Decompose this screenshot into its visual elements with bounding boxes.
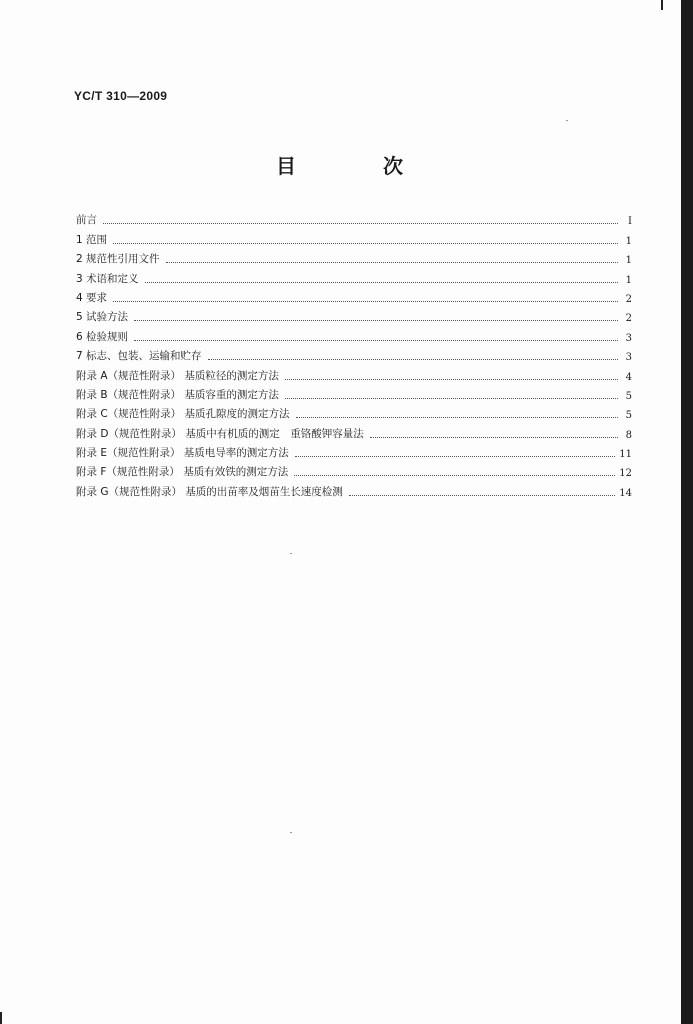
toc-entry-page: I — [628, 216, 632, 228]
toc-entry-page: 2 — [625, 293, 632, 305]
toc-leader-dots — [103, 222, 618, 224]
toc-entry-label: 2 规范性引用文件 — [76, 253, 160, 266]
toc-entry[interactable] — [76, 421, 632, 440]
scan-speck — [290, 832, 292, 833]
toc-entry-page: 2 — [625, 313, 632, 325]
toc-leader-dots — [145, 281, 618, 283]
toc-entry-page: 1 — [625, 235, 632, 247]
toc-entry-page: 5 — [625, 390, 632, 402]
toc-leader-dots — [166, 261, 618, 263]
toc-entry[interactable] — [76, 305, 632, 324]
toc-entry[interactable] — [76, 479, 632, 498]
table-of-contents — [76, 208, 632, 499]
toc-leader-dots — [113, 300, 618, 302]
toc-entry[interactable] — [76, 286, 632, 305]
toc-entry-page: 5 — [625, 410, 632, 422]
toc-entry-label: 附录 G（规范性附录） 基质的出苗率及烟苗生长速度检测 — [76, 485, 343, 498]
toc-entry-label: 附录 D（规范性附录） 基质中有机质的测定 重铬酸钾容量法 — [76, 427, 364, 440]
toc-entry-page: 1 — [625, 255, 632, 267]
toc-entry-page: 8 — [625, 429, 632, 441]
toc-leader-dots — [349, 494, 615, 496]
toc-entry-label: 附录 F（规范性附录） 基质有效铁的测定方法 — [76, 466, 289, 479]
document-code: YC/T 310—2009 — [74, 89, 168, 103]
toc-entry-label: 附录 E（规范性附录） 基质电导率的测定方法 — [76, 447, 289, 460]
toc-entry-label: 1 范围 — [76, 233, 108, 246]
toc-entry-label: 4 要求 — [76, 291, 108, 304]
toc-entry[interactable] — [76, 227, 632, 246]
scan-speck — [290, 553, 292, 554]
toc-entry-label: 前言 — [76, 214, 97, 227]
toc-entry-page: 3 — [625, 352, 632, 364]
toc-entry-page: 12 — [619, 468, 632, 480]
toc-entry-label: 附录 A（规范性附录） 基质粒径的测定方法 — [76, 369, 279, 382]
toc-entry[interactable] — [76, 441, 632, 460]
toc-entry[interactable] — [76, 363, 632, 382]
toc-entry-label: 附录 C（规范性附录） 基质孔隙度的测定方法 — [76, 408, 290, 421]
scan-mark-top — [661, 0, 663, 10]
toc-entry-page: 4 — [625, 371, 632, 383]
scan-mark-bottom — [0, 1012, 2, 1024]
toc-entry-label: 附录 B（规范性附录） 基质容重的测定方法 — [76, 388, 279, 401]
toc-leader-dots — [370, 436, 618, 438]
toc-entry[interactable] — [76, 266, 632, 285]
toc-entry-page: 14 — [619, 487, 632, 499]
toc-entry[interactable] — [76, 383, 632, 402]
toc-entry-label: 3 术语和定义 — [76, 272, 139, 285]
toc-entry-label: 5 试验方法 — [76, 311, 129, 324]
toc-leader-dots — [295, 455, 615, 457]
toc-entry-label: 6 检验规则 — [76, 330, 129, 343]
toc-leader-dots — [134, 319, 618, 321]
toc-entry[interactable] — [76, 402, 632, 421]
toc-leader-dots — [296, 416, 618, 418]
toc-leader-dots — [134, 339, 618, 341]
toc-entry-label: 7 标志、包装、运输和贮存 — [76, 350, 202, 363]
toc-leader-dots — [285, 378, 618, 380]
toc-leader-dots — [208, 358, 618, 360]
toc-entry-page: 1 — [625, 274, 632, 286]
scan-speck — [566, 120, 568, 121]
toc-leader-dots — [294, 474, 615, 476]
toc-entry[interactable] — [76, 208, 632, 227]
toc-entry[interactable] — [76, 460, 632, 479]
toc-entry-page: 11 — [619, 449, 632, 461]
toc-title: 目 次 — [276, 154, 443, 178]
toc-entry[interactable] — [76, 247, 632, 266]
toc-leader-dots — [285, 397, 618, 399]
toc-leader-dots — [113, 242, 618, 244]
toc-entry-page: 3 — [625, 332, 632, 344]
toc-entry[interactable] — [76, 324, 632, 343]
toc-entry[interactable] — [76, 344, 632, 363]
